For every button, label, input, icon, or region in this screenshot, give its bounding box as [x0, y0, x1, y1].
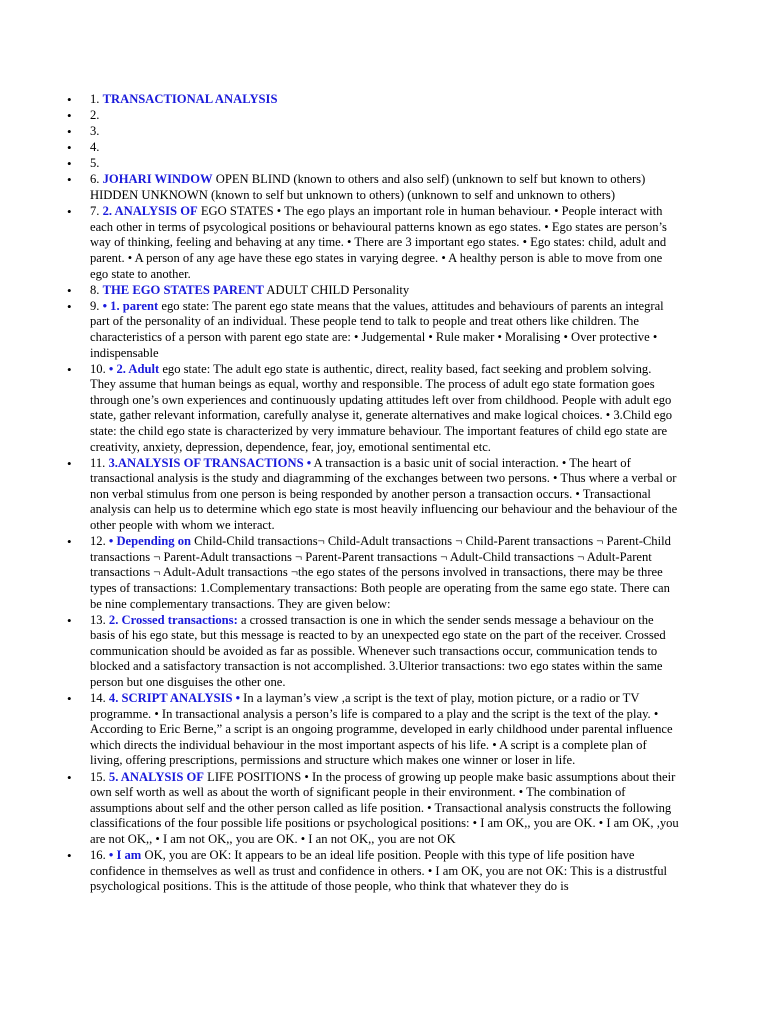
list-item-6: [0, 172, 768, 203]
bullet-icon: •: [67, 204, 72, 220]
item-number: 12.: [90, 534, 106, 549]
item-heading: • Depending on: [108, 534, 191, 549]
list-item-10: [0, 362, 768, 456]
bullet-list: [0, 92, 768, 895]
list-item-13: [0, 613, 768, 691]
bullet-icon: •: [67, 298, 72, 314]
item-text: ADULT CHILD Personality: [266, 282, 410, 297]
bullet-icon: •: [67, 282, 72, 298]
item-text: a crossed transaction is one in which the sender sends message a behaviour on the basis of his ego state, but this message is reacted to by an unexpected ego state on the part of the receiver. Crossed communication should be avoided as far as possible. Whenever such transactions occur, communication tends to blocked and a satisfactory transaction is not accomplished. 3.Ulterior transactions: two ego states within the same person but one disguises the other one.: [90, 612, 666, 689]
item-heading: JOHARI WINDOW: [102, 172, 213, 187]
list-item-4: [0, 140, 768, 156]
list-item-5: [0, 156, 768, 172]
item-heading: • 1. parent: [102, 298, 159, 313]
bullet-icon: •: [67, 140, 72, 156]
list-item-11: [0, 456, 768, 534]
item-number: 14.: [90, 691, 106, 706]
bullet-icon: •: [67, 124, 72, 140]
item-number: 8.: [90, 282, 100, 297]
item-heading: TRANSACTIONAL ANALYSIS: [102, 92, 278, 106]
item-heading: • 2. Adult: [108, 361, 160, 376]
list-item-7: [0, 204, 768, 282]
list-item-14: [0, 691, 768, 769]
item-number: 4.: [90, 140, 100, 155]
item-text: A transaction is a basic unit of social interaction. • The heart of transactional analysis is the study and diagramming of the exchanges between two persons. • Thus where a verbal or non verbal stimulus from one person is being responded by another person a transaction occurs. • Transactional analysis can help us to determine which ego state is most heavily influencing our behaviour and the behaviour of the other people with whom we interact.: [90, 455, 678, 533]
bullet-icon: •: [67, 172, 72, 188]
bullet-icon: •: [67, 156, 72, 172]
item-text: In a layman’s view ,a script is the text of play, motion picture, or a radio or TV programme. • In transactional analysis a person’s life is compared to a play and the script is the text of the play. • According to Eric Berne,” a script is an ongoing programme, developed in early childhood under parental influence which directs the individual behaviour in the most important aspects of his life. • A script is a complete plan of living, offering prescriptions, permissions and structure which makes one winner or loser in life.: [90, 691, 673, 768]
bullet-icon: •: [67, 92, 72, 107]
item-heading: 5. ANALYSIS OF: [108, 769, 204, 784]
item-text: LIFE POSITIONS • In the process of growing up people make basic assumptions about their own self worth as well as about the worth of significant people in their environment. • The combination of assumptions about self and the other person called as life position. • Transactional analysis constructs the following classifications of the four possible life positions or psychological positions: • I am OK,, you are OK. • I am OK, ,you are not OK,, • I am not OK,, you are OK. • I an not OK,, you are not OK: [90, 769, 679, 846]
item-number: 7.: [90, 204, 100, 219]
list-item-2: [0, 108, 768, 124]
bullet-icon: •: [67, 361, 72, 377]
item-heading: 2. Crossed transactions:: [108, 612, 238, 627]
bullet-icon: •: [67, 691, 72, 707]
item-number: 16.: [90, 848, 106, 862]
item-heading: THE EGO STATES PARENT: [102, 282, 264, 297]
item-text: OPEN BLIND (known to others and also self) (unknown to self but known to others) HIDDEN UNKNOWN (known to self but unknown to others) (unknown to self and unknown to others): [90, 172, 646, 203]
item-number: 13.: [90, 612, 106, 627]
item-text: ego state: The adult ego state is authentic, direct, reality based, fact seeking and problem solving. They assume that human beings as equal, worthy and responsible. The process of adult ego state formation goes through one’s own experiences and continuously updating attitudes left over from childhood. People with adult ego state, gather relevant information, carefully analyse it, generate alternatives and make logical choices. • 3.Child ego state: the child ego state is characterized by very immature behaviour. The important features of child ego state are creativity, anxiety, depression, dependence, fear, joy, emotional sentimental etc.: [90, 361, 673, 454]
item-text: OK, you are OK: It appears to be an ideal life position. People with this type of life position have confidence in themselves as well as trust and confidence in others. • I am OK, you are not OK: This is a distrustful psychological positions. This is the attitude of those people, who think that whatever they do is: [90, 848, 668, 894]
list-item-15: [0, 770, 768, 848]
item-text: EGO STATES • The ego plays an important role in human behaviour. • People interact with each other in terms of psycological positions or behavioural patterns known as ego states. • Ego states are person’s way of thinking, feeling and behaving at any time. • There are 3 important ego states. • Ego states: child, adult and parent. • A person of any age have these ego states in varying degree. • A healthy person is able to move from one ego state to another.: [90, 204, 667, 281]
item-number: 6.: [90, 172, 100, 187]
bullet-icon: •: [67, 848, 72, 863]
item-heading: 3.ANALYSIS OF TRANSACTIONS •: [108, 455, 312, 470]
item-number: 10.: [90, 361, 106, 376]
item-number: 5.: [90, 156, 100, 171]
bullet-icon: •: [67, 534, 72, 550]
item-number: 1.: [90, 92, 100, 106]
bullet-icon: •: [67, 769, 72, 785]
list-item-12: [0, 534, 768, 612]
item-text: ego state: The parent ego state means that the values, attitudes and behaviours of parents an integral part of the personality of an individual. These people tend to talk to people and treat others like children. The characteristics of a person with parent ego state are: • Judgemental • Rule maker • Moralising • Over protective • indispensable: [90, 298, 664, 360]
list-item-3: [0, 124, 768, 140]
bullet-icon: •: [67, 455, 72, 471]
item-number: 15.: [90, 769, 106, 784]
document-page: [0, 92, 768, 895]
item-heading: 4. SCRIPT ANALYSIS •: [108, 691, 241, 706]
list-item-9: [0, 299, 768, 361]
item-number: 9.: [90, 298, 100, 313]
list-item-1: [0, 92, 768, 108]
item-number: 11.: [90, 455, 106, 470]
item-number: 2.: [90, 108, 100, 123]
item-heading: • I am: [108, 848, 142, 862]
list-item-8: [0, 283, 768, 299]
item-number: 3.: [90, 124, 100, 139]
item-heading: 2. ANALYSIS OF: [102, 204, 198, 219]
item-text: Child-Child transactions¬ Child-Adult transactions ¬ Child-Parent transactions ¬ Parent-Child transactions ¬ Parent-Adult transactions ¬ Parent-Parent transactions ¬ Adult-Child transactions ¬ Adult-Parent transactions ¬ Adult-Adult transactions ¬the ego states of the persons involved in transactions, there may be three types of transactions: 1.Complementary transactions: Both people are operating from the same ego state. There can be nine complementary transactions. They are given below:: [90, 534, 671, 611]
list-item-16: [0, 848, 768, 895]
bullet-icon: •: [67, 108, 72, 124]
bullet-icon: •: [67, 612, 72, 628]
